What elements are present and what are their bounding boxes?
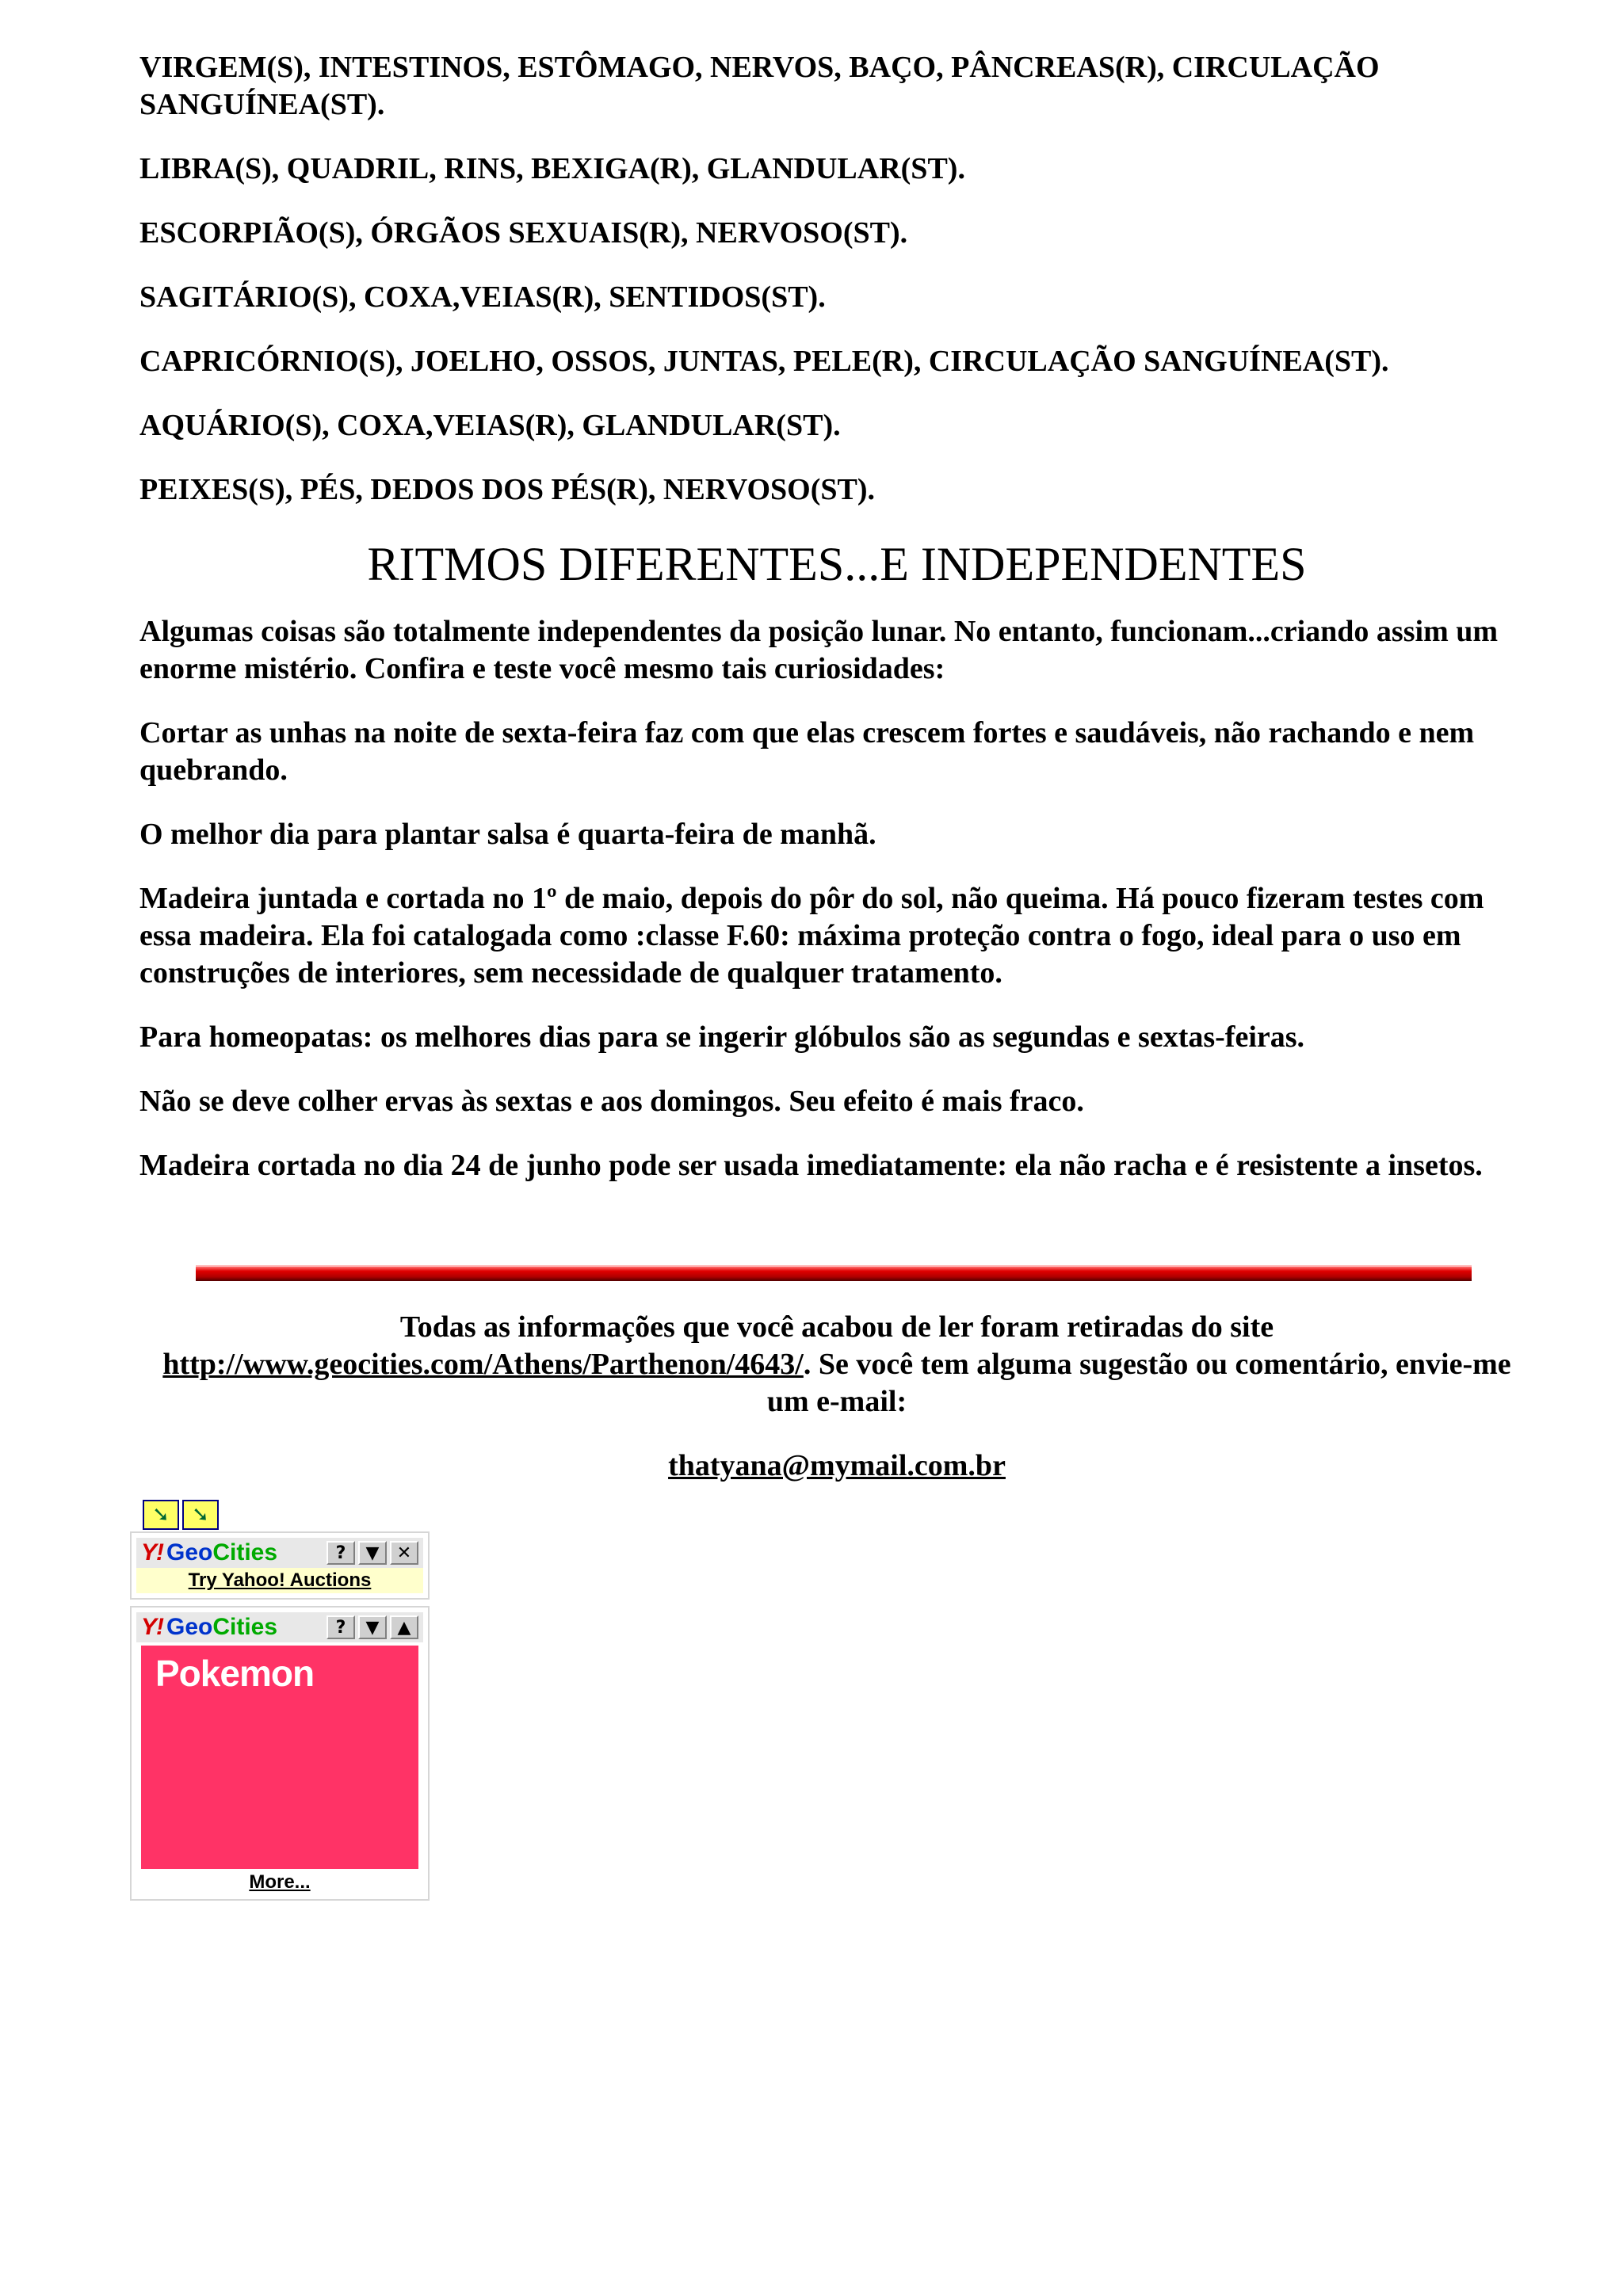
red-divider — [196, 1265, 1472, 1281]
nav-arrows — [143, 1500, 219, 1530]
more-link[interactable]: More... — [249, 1871, 311, 1893]
footer-outro: . Se você tem alguma sugestão ou comentário, envie-me um e-mail: — [766, 1348, 1511, 1418]
curiosity-nails: Cortar as unhas na noite de sexta-feira faz com que elas crescem fortes e saudáveis, não rachando e nem quebrando. — [139, 716, 1475, 787]
arrow-icon[interactable]: ➘ — [143, 1500, 179, 1530]
help-button[interactable]: ? — [327, 1615, 355, 1639]
menu-button[interactable]: ▼ — [358, 1541, 387, 1565]
geocities-auctions-widget — [130, 1531, 430, 1600]
auctions-link-row — [136, 1568, 423, 1593]
widget-titlebar — [136, 1612, 423, 1642]
footer-intro: Todas as informações que você acabou de ler foram retiradas do site — [399, 1310, 1274, 1344]
widget-controls — [327, 1615, 418, 1639]
geocities-logo: GeoCities — [166, 1614, 278, 1640]
close-button[interactable]: ✕ — [390, 1541, 418, 1565]
curiosity-wood-june: Madeira cortada no dia 24 de junho pode ser usada imediatamente: ela não racha e é resistente a insetos. — [139, 1149, 1483, 1182]
sign-line-aquario: AQUÁRIO(S), COXA,VEIAS(R), GLANDULAR(ST). — [139, 409, 841, 442]
curiosity-wood-may: Madeira juntada e cortada no 1º de maio, depois do pôr do sol, não queima. Há pouco fizeram testes com essa madeira. Ela foi catalogada como :classe F.60: máxima proteção contra o fogo, ideal para o uso em construções de interiores, sem necessidade de qualquer tratamento. — [139, 882, 1484, 990]
auctions-link[interactable]: Try Yahoo! Auctions — [188, 1569, 372, 1591]
source-site-link[interactable]: http://www.geocities.com/Athens/Parthenon/4643/ — [162, 1348, 804, 1381]
yahoo-logo: Y! — [141, 1539, 163, 1566]
curiosity-parsley: O melhor dia para plantar salsa é quarta-feira de manhã. — [139, 818, 876, 851]
sign-line-libra: LIBRA(S), QUADRIL, RINS, BEXIGA(R), GLANDULAR(ST). — [139, 152, 965, 185]
sign-line-escorpiao: ESCORPIÃO(S), ÓRGÃOS SEXUAIS(R), NERVOSO(ST). — [139, 216, 908, 250]
geocities-logo: GeoCities — [166, 1539, 278, 1566]
yahoo-logo: Y! — [141, 1614, 163, 1640]
menu-button[interactable]: ▼ — [358, 1615, 387, 1639]
more-link-row — [132, 1869, 428, 1896]
widget-controls — [327, 1541, 418, 1565]
sign-line-virgem: VIRGEM(S), INTESTINOS, ESTÔMAGO, NERVOS, BAÇO, PÂNCREAS(R), CIRCULAÇÃO SANGUÍNEA(ST). — [139, 51, 1380, 121]
section-heading: RITMOS DIFERENTES...E INDEPENDENTES — [367, 538, 1307, 590]
arrow-icon[interactable]: ➘ — [182, 1500, 219, 1530]
footer-credits — [139, 1309, 1534, 1485]
curiosity-homeopathy: Para homeopatas: os melhores dias para se ingerir glóbulos são as segundas e sextas-feiras. — [139, 1020, 1305, 1054]
widget-titlebar — [136, 1538, 423, 1568]
curiosity-herbs: Não se deve colher ervas às sextas e aos domingos. Seu efeito é mais fraco. — [139, 1085, 1084, 1118]
sign-line-sagitario: SAGITÁRIO(S), COXA,VEIAS(R), SENTIDOS(ST). — [139, 280, 826, 314]
pokemon-ad-title: Pokemon — [155, 1653, 315, 1694]
sign-line-peixes: PEIXES(S), PÉS, DEDOS DOS PÉS(R), NERVOSO(ST). — [139, 473, 876, 506]
help-button[interactable]: ? — [327, 1541, 355, 1565]
sign-line-capricornio: CAPRICÓRNIO(S), JOELHO, OSSOS, JUNTAS, PELE(R), CIRCULAÇÃO SANGUÍNEA(ST). — [139, 345, 1389, 378]
email-link[interactable]: thatyana@mymail.com.br — [668, 1449, 1006, 1482]
expand-button[interactable]: ▲ — [390, 1615, 418, 1639]
geocities-pokemon-widget — [130, 1606, 430, 1901]
intro-paragraph: Algumas coisas são totalmente independentes da posição lunar. No entanto, funcionam...criando assim um enorme mistério. Confira e teste você mesmo tais curiosidades: — [139, 615, 1499, 685]
main-content — [139, 49, 1534, 1211]
pokemon-ad[interactable] — [141, 1646, 418, 1869]
